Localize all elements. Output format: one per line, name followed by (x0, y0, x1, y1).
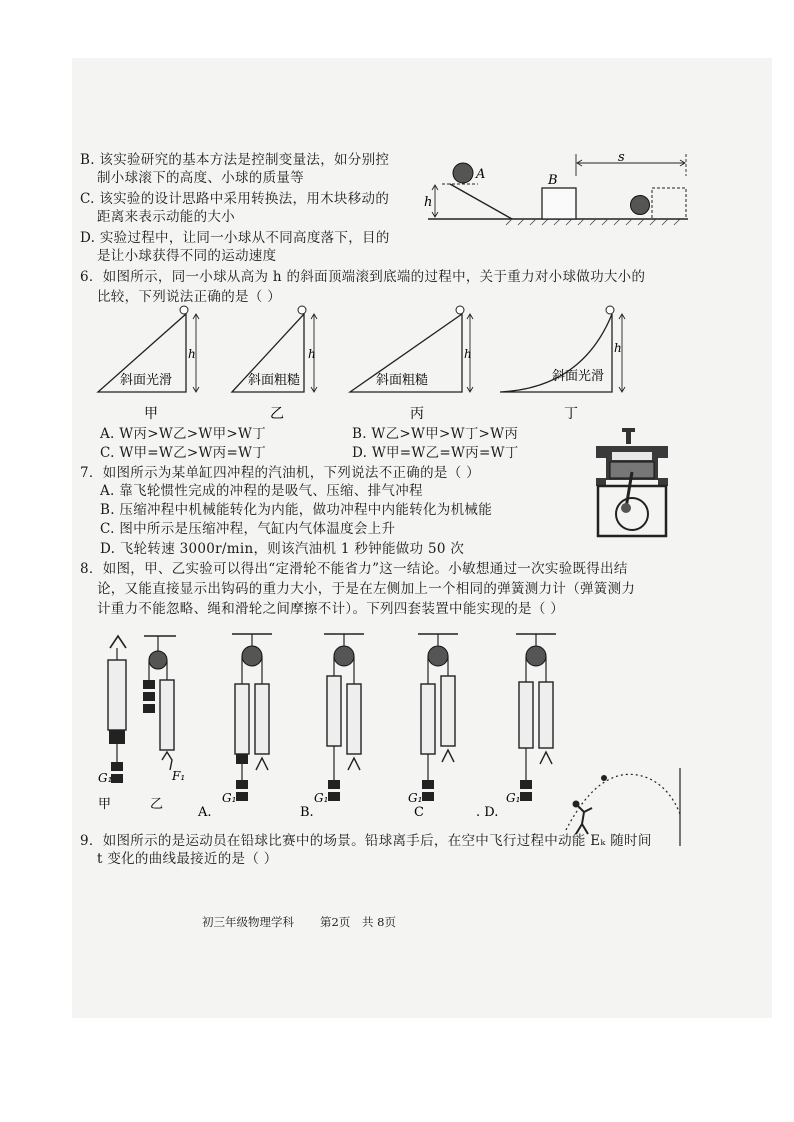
q8-stem-line2: 论，又能直接显示出钩码的重力大小，于是在左侧加上一个相同的弹簧测力计（弹簧测力 (97, 581, 636, 597)
q6-slopes-figure (92, 306, 652, 424)
q6-option-d: D. W甲=W乙=W丙=W丁 (352, 445, 519, 461)
footer-total: 共 8页 (362, 915, 396, 929)
q8-label-jia: 甲 (98, 797, 112, 812)
q7-option-c: C. 图中所示是压缩冲程，气缸内气体温度会上升 (100, 521, 396, 537)
q6-label-ding: 丁 (564, 406, 578, 422)
q6-label-jia: 甲 (144, 406, 158, 422)
q7-option-a: A. 靠飞轮惯性完成的冲程的是吸气、压缩、排气冲程 (100, 483, 423, 499)
q5-option-d-line2: 是让小球获得不同的运动速度 (97, 248, 277, 264)
q8-pulley-figure (96, 630, 616, 822)
q8-f-yi: F₁ (172, 769, 186, 783)
footer-page: 第2页 (320, 915, 351, 929)
q6-h-bing: h (464, 347, 472, 361)
q6-stem-line1: 6．如图所示，同一小球从高为 h 的斜面顶端滚到底端的过程中，关于重力对小球做功大小的 (80, 269, 646, 285)
q6-label-yi: 乙 (270, 406, 284, 422)
q6-h-yi: h (308, 347, 316, 361)
q6-surface-jia: 斜面光滑 (120, 373, 173, 388)
q6-option-c: C. W甲=W乙>W丙=W丁 (100, 445, 267, 461)
q8-g-jia: G₁ (98, 771, 113, 785)
q6-surface-yi: 斜面粗糙 (248, 373, 301, 388)
q8-g-a: G₁ (222, 791, 237, 805)
q9-stem-line1: 9．如图所示的是运动员在铅球比赛中的场景。铅球离手后，在空中飞行过程中动能 Eₖ 随时间 (80, 833, 652, 849)
q7-option-b: B. 压缩冲程中机械能转化为内能，做功冲程中内能转化为机械能 (100, 502, 493, 518)
q7-stem: 7．如图所示为某单缸四冲程的汽油机，下列说法不正确的是（ ） (80, 465, 480, 481)
q6-h-jia: h (188, 347, 196, 361)
q6-surface-ding: 斜面光滑 (552, 369, 605, 384)
footer-subject: 初三年级物理学科 (202, 915, 294, 929)
q8-g-d: G₁ (506, 791, 521, 805)
q8-label-a: A. (198, 805, 212, 820)
q6-surface-bing: 斜面粗糙 (376, 373, 429, 388)
q8-stem-line3: 计重力不能忽略、绳和滑轮之间摩擦不计）。下列四套装置中能实现的是（ ） (97, 601, 565, 617)
q7-engine-figure (592, 428, 672, 540)
q8-g-b: G₁ (314, 791, 329, 805)
q8-label-yi: 乙 (150, 797, 164, 812)
q8-label-b: B. (300, 805, 314, 820)
q9-stem-line2: t 变化的曲线最接近的是（ ） (97, 851, 278, 867)
q7-option-d: D. 飞轮转速 3000r/min，则该汽油机 1 秒钟能做功 50 次 (100, 541, 465, 557)
q5-ramp-figure (420, 148, 690, 228)
q5-option-c-line2: 距离来表示动能的大小 (97, 209, 235, 225)
q5-label-b: B (548, 173, 558, 188)
q8-label-d: . D. (476, 805, 499, 820)
q6-stem-line2: 比较，下列说法正确的是（ ） (97, 289, 281, 305)
q5-option-b-line1: B. 该实验研究的基本方法是控制变量法，如分别控 (80, 152, 390, 168)
q5-label-h: h (424, 195, 433, 210)
q5-option-d-line1: D. 实验过程中，让同一小球从不同高度落下，目的 (80, 230, 390, 246)
q5-option-b-line2: 制小球滚下的高度、小球的质量等 (97, 170, 304, 186)
q5-option-c-line1: C. 该实验的设计思路中采用转换法，用木块移动的 (80, 191, 390, 207)
q6-label-bing: 丙 (410, 406, 424, 422)
q6-option-a: A. W丙>W乙>W甲>W丁 (100, 426, 266, 442)
q8-g-c: G₁ (408, 791, 423, 805)
q6-h-ding: h (614, 341, 622, 355)
q5-label-s: s (618, 150, 625, 165)
q6-option-b: B. W乙>W甲>W丁>W丙 (352, 426, 519, 442)
q8-label-c: C (414, 805, 424, 820)
q8-stem-line1: 8．如图，甲、乙实验可以得出“定滑轮不能省力”这一结论。小敏想通过一次实验既得出结 (80, 561, 628, 577)
q5-label-a: A (476, 167, 486, 182)
